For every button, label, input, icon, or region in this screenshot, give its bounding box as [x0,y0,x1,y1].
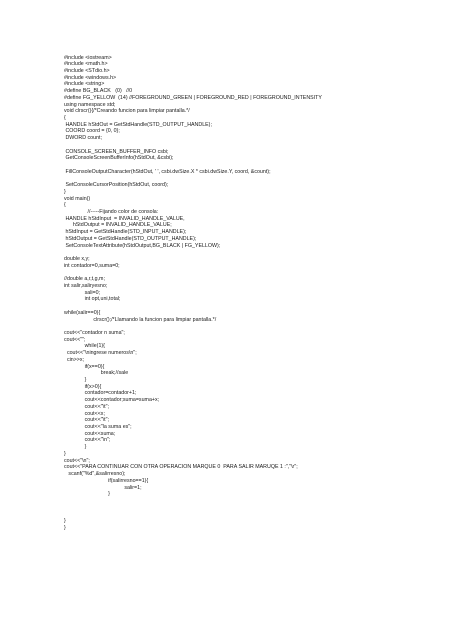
code-line [64,511,444,518]
code-line: } [64,377,87,383]
code-line: #include <string> [64,81,105,88]
code-line: cout<<"\ningrese numeros\n"; [64,350,137,357]
code-line: double x,y; [64,256,90,263]
code-line: break;//sale [64,370,129,377]
code-line: clrscr();/*Llamando la funcion para limpiar pantalla.*/ [64,316,217,323]
code-line [64,142,444,149]
code-line [64,162,444,169]
code-line: #include <STdio.h> [64,67,110,74]
code-line: HANDLE hStdOut = GetStdHandle(STD_OUTPUT_HANDLE); [64,121,212,128]
code-line: #include <iostream> [64,54,112,61]
code-line [64,323,444,330]
code-line: HANDLE hStdInput = INVALID_HANDLE_VALUE, [64,215,185,222]
code-line: cin>>x; [64,356,85,363]
code-line: hStdOutput = INVALID_HANDLE_VALUE; [64,222,172,229]
code-line: int contador=0,suma=0; [64,262,120,269]
code-line [64,175,444,182]
code-line: { [64,114,66,121]
code-line: DWORD count; [64,135,102,142]
code-line: } [64,491,110,498]
code-line: scanf("%d",&salirresno); [64,471,126,478]
code-line: cout<<""; [64,336,86,343]
code-line: cout<<"PARA CONTINUAR CON OTRA OPERACION MARQUE 0 PARA SALIR MARUQE 1 :","\r"; [64,464,298,471]
code-line: GetConsoleScreenBufferInfo(hStdOut, &csbi); [64,155,174,162]
code-line: if(x>0){ [64,383,102,390]
code-line: cout<<suma; [64,430,116,437]
code-line [64,505,444,512]
code-line: } [64,450,66,457]
code-line: cout<<x; [64,410,105,417]
code-line: if(x==0){ [64,363,105,370]
code-line: using namespace std; [64,101,116,108]
code-line: hStdOutput = GetStdHandle(STD_OUTPUT_HANDLE); [64,235,197,242]
code-line: COORD coord = {0, 0}; [64,128,120,135]
code-line: contador=contador+1; [64,390,137,397]
code-line: cout<<contador;suma=suma+x; [64,397,160,404]
code-line: cout<<"la suma es"; [64,424,132,431]
code-line: salir=1; [64,484,142,491]
code-line: cout<<"\n"; [64,437,111,444]
code-line: sali=0; [64,289,101,296]
code-line: //-----Fijando color de consola: [64,209,159,216]
code-line: void main() [64,195,91,202]
code-line: void clrscr(){/*Creando funcion para limpiar pantalla.*/ [64,108,190,115]
code-line: CONSOLE_SCREEN_BUFFER_INFO csbi; [64,148,169,155]
code-line: cout<<"\t"; [64,417,109,424]
code-line: FillConsoleOutputCharacter(hStdOut, ' ', csbi.dwSize.X * csbi.dwSize.Y, coord, &count); [64,168,271,175]
code-line: int opt,uni,total; [64,296,121,303]
code-line: cout<<"\n"; [64,457,90,464]
code-line [64,498,444,505]
code-line: int salir,saliryesno; [64,282,108,289]
code-line: if(salirresno==1){ [64,477,149,484]
code-line: cout<<"\t"; [64,403,109,410]
code-line: } [64,518,66,525]
source-code-block [64,55,444,532]
code-line: SetConsoleTextAttribute(hStdOutput,BG_BLACK | FG_YELLOW); [64,242,221,249]
code-line: } [64,188,66,195]
code-line: } [64,444,87,451]
code-line: #include <windows.h> [64,74,117,81]
code-line: while(salir==0){ [64,309,101,316]
code-line: } [64,524,66,531]
code-line: #define BG_BLACK (0) //0 [64,88,133,95]
code-line: #include <math.h> [64,61,108,68]
code-line: cout<<"contador n suma"; [64,329,125,336]
code-line: while(1){ [64,343,105,350]
code-line [64,249,444,256]
code-line: //double a,r,t,g,m; [64,276,105,283]
code-line: SetConsoleCursorPosition(hStdOut, coord); [64,182,169,189]
code-line: { [64,202,66,209]
code-line: hStdInput = GetStdHandle(STD_INPUT_HANDLE); [64,229,187,236]
code-line: #define FG_YELLOW (14) //FOREGROUND_GREEN | FOREGROUND_RED | FOREGROUND_INTENSITY [64,94,322,101]
code-line [64,270,444,277]
code-line [64,303,444,310]
